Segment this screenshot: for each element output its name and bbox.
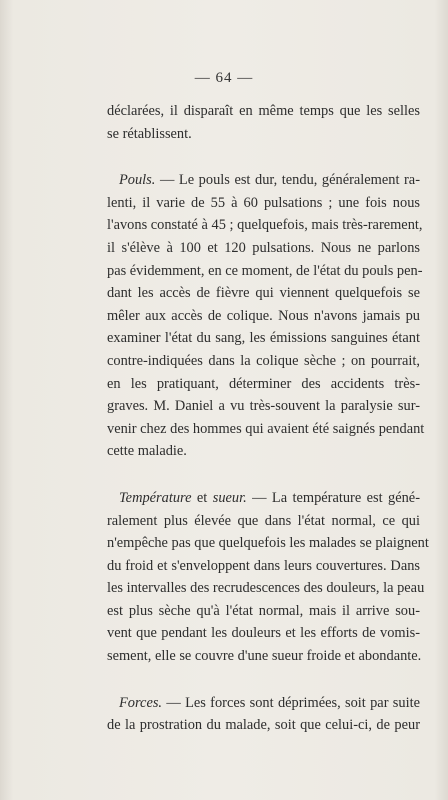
section-heading-pouls: Pouls. (119, 172, 156, 189)
text-line: dant les accès de fièvre qui viennent quelquefois se (107, 285, 420, 302)
section-heading-temperature: Température (119, 489, 192, 506)
paragraph-pouls (107, 169, 425, 463)
text-line: déclarées, il disparaît en même temps que les selles (107, 103, 420, 119)
text-line: contre-indiquées dans la colique sèche ; on pourrait, (107, 352, 420, 369)
text-line: examiner l'état du sang, les émissions sanguines étant (107, 330, 420, 347)
text-line: Forces. — Les forces sont déprimées, soit par suite (119, 694, 420, 711)
section-heading-sueur: sueur. (212, 489, 247, 506)
text-line: se rétablissent. (107, 125, 192, 142)
page-number: — 64 — (194, 70, 254, 86)
paragraph-temperature (107, 487, 429, 668)
text-line: lenti, il varie de 55 à 60 pulsations ; une fois nous (107, 194, 420, 211)
text-line: Température et sueur. — La température est géné- (119, 489, 420, 506)
text-line: en les pratiquant, déterminer des accidents très- (107, 375, 420, 392)
text-line: Pouls. — Le pouls est dur, tendu, généralement ra- (119, 172, 420, 189)
text-line: ralement plus élevée que dans l'état normal, ce qui (107, 512, 420, 529)
paragraph-continuation (107, 100, 420, 145)
paragraph-forces (107, 692, 420, 737)
text-line: du froid et s'enveloppent dans leurs couvertures. Dans (107, 557, 420, 574)
text-line: cette maladie. (107, 443, 187, 460)
section-heading-forces: Forces. (119, 694, 163, 711)
text-line: sement, elle se couvre d'une sueur froide et abondante. (107, 648, 422, 665)
text-line: pas évidemment, en ce moment, de l'état du pouls pen- (107, 262, 423, 279)
text-line: est plus sèche qu'à l'état normal, mais il arrive sou- (107, 602, 420, 619)
text-line: graves. M. Daniel a vu très-souvent la paralysie sur- (107, 398, 420, 415)
text-line: l'avons constaté à 45 ; quelquefois, mais très-rarement, (107, 217, 423, 234)
text-line: venir chez des hommes qui avaient été saignés pendant (107, 420, 425, 437)
page-body (107, 100, 429, 737)
text-line: mêler aux accès de colique. Nous n'avons jamais pu (107, 307, 420, 324)
text-line: de la prostration du malade, soit que celui-ci, de peur (107, 717, 420, 734)
text-line: vent que pendant les douleurs et les efforts de vomis- (107, 625, 420, 642)
text-line: les intervalles des recrudescences des douleurs, la peau (107, 580, 425, 597)
text-line: n'empêche pas que quelquefois les malades se plaignent (107, 535, 429, 552)
text-line: il s'élève à 100 et 120 pulsations. Nous ne parlons (107, 239, 420, 256)
